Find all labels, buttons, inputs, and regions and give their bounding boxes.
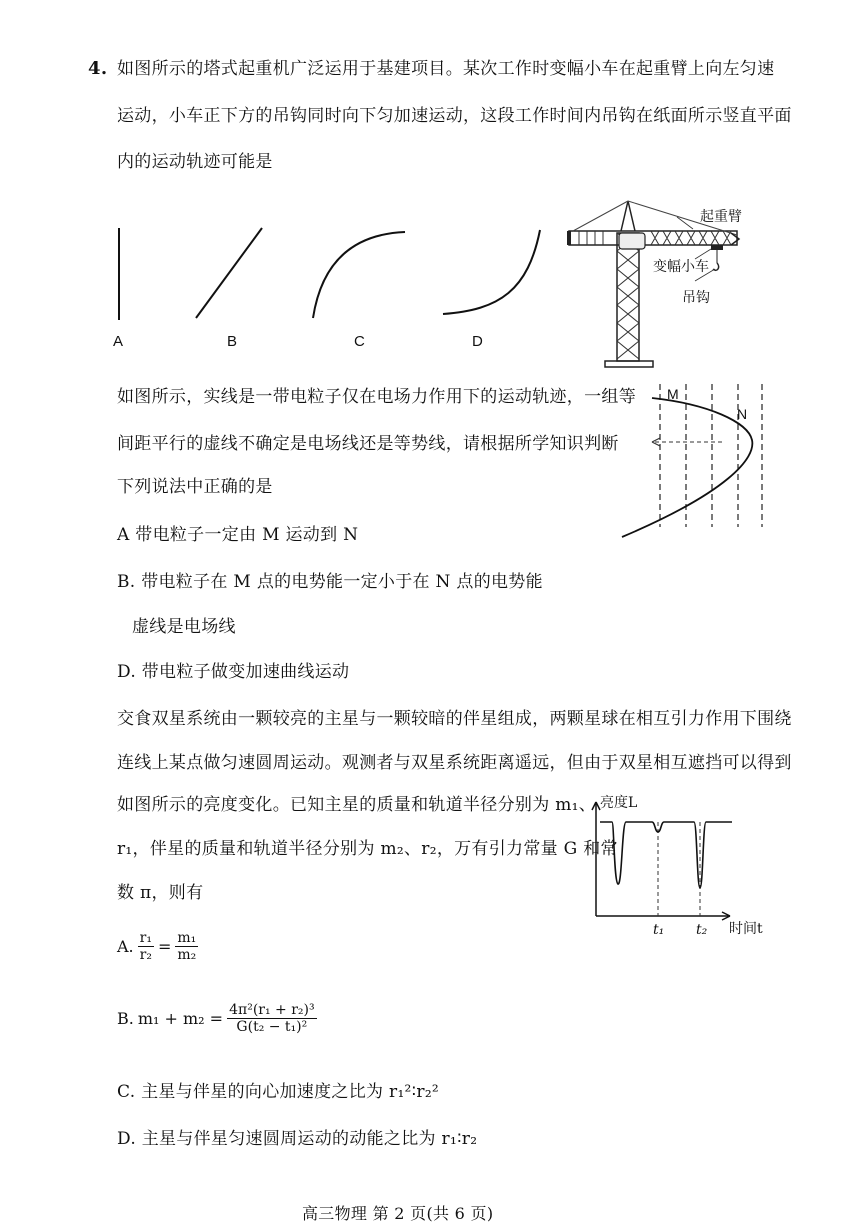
ratio-r-fraction [138, 930, 154, 963]
crane-boom-label: 起重臂 [700, 209, 742, 225]
question-5-stem-line2: 间距平行的虚线不确定是电场线还是等势线，请根据所学知识判断 [117, 434, 619, 454]
r2-denominator: r₂ [139, 947, 152, 964]
kepler-numerator: 4π²(r₁ + r₂)³ [229, 1002, 315, 1018]
mass-sum-lhs: m₁ + m₂ = [137, 1009, 224, 1029]
equals-sign: = [157, 937, 172, 957]
question-6-option-d: D. 主星与伴星匀速圆周运动的动能之比为 r₁∶r₂ [117, 1129, 478, 1149]
question-6-stem-line3: 如图所示的亮度变化。已知主星的质量和轨道半径分别为 m₁、 [117, 795, 597, 815]
question-6-option-c: C. 主星与伴星的向心加速度之比为 r₁²∶r₂² [117, 1082, 440, 1102]
question-6-stem-line1: 交食双星系统由一颗较亮的主星与一颗较暗的伴星组成，两颗星球在相互引力作用下围绕 [117, 709, 792, 729]
m1-numerator: m₁ [177, 930, 197, 946]
question-4-stem-line3: 内的运动轨迹可能是 [117, 152, 273, 172]
graph-y-label: 亮度L [600, 795, 638, 811]
trajectory-d-curve [443, 230, 540, 314]
question-4-stem-line2: 运动，小车正下方的吊钩同时向下匀加速运动，这段工作时间内吊钩在纸面所示竖直平面 [117, 106, 792, 126]
option-b-label: B [227, 333, 238, 350]
option-a-label: A [113, 333, 124, 350]
r1-numerator: r₁ [139, 930, 152, 946]
question-4-stem-line1: 如图所示的塔式起重机广泛运用于基建项目。某次工作时变幅小车在起重臂上向左匀速 [117, 59, 775, 79]
question-6-option-a [117, 930, 198, 963]
question-5-stem-line3: 下列说法中正确的是 [117, 477, 273, 497]
option-c-label: C [354, 333, 365, 350]
question-5-stem-line1: 如图所示，实线是一带电粒子仅在电场力作用下的运动轨迹，一组等 [117, 387, 636, 407]
question-6-stem-line2: 连线上某点做匀速圆周运动。观测者与双星系统距离遥远，但由于双星相互遮挡可以得到 [117, 753, 792, 773]
question-6-stem-line5: 数 π，则有 [117, 883, 204, 903]
kepler-fraction [227, 1002, 317, 1035]
point-n-label: N [737, 406, 748, 422]
graph-x-label: 时间t [729, 921, 763, 937]
question-6-stem-line4: r₁，伴星的质量和轨道半径分别为 m₂、r₂，万有引力常量 G 和常 [117, 839, 618, 859]
question-5-option-c: 虚线是电场线 [132, 617, 236, 637]
crane-trolley-label: 变幅小车 [653, 259, 709, 275]
question-4-number: 4. [88, 58, 108, 79]
question-5-option-a: A 带电粒子一定由 M 运动到 N [117, 525, 359, 545]
trajectory-options-figure [100, 220, 560, 330]
point-m-label: M [667, 386, 679, 402]
graph-t1-label: t₁ [653, 922, 665, 938]
graph-t2-label: t₂ [696, 922, 708, 938]
brightness-curve [600, 822, 732, 888]
m2-denominator: m₂ [177, 947, 197, 964]
option-a-prefix: A. [117, 937, 134, 957]
question-6-option-b [117, 1002, 317, 1035]
trajectory-b-line [196, 228, 262, 318]
option-b-prefix: B. [117, 1009, 134, 1029]
ratio-m-fraction [175, 930, 198, 963]
option-d-label: D [472, 333, 483, 350]
trajectory-c-curve [313, 232, 405, 318]
page-footer: 高三物理 第 2 页(共 6 页) [302, 1204, 494, 1223]
crane-hook-label: 吊钩 [682, 290, 710, 306]
question-5-option-b: B. 带电粒子在 M 点的电势能一定小于在 N 点的电势能 [117, 572, 543, 592]
question-5-option-d: D. 带电粒子做变加速曲线运动 [117, 662, 350, 682]
kepler-denominator: G(t₂ − t₁)² [236, 1019, 308, 1036]
field-lines-figure [618, 382, 778, 542]
particle-trajectory [622, 398, 752, 537]
